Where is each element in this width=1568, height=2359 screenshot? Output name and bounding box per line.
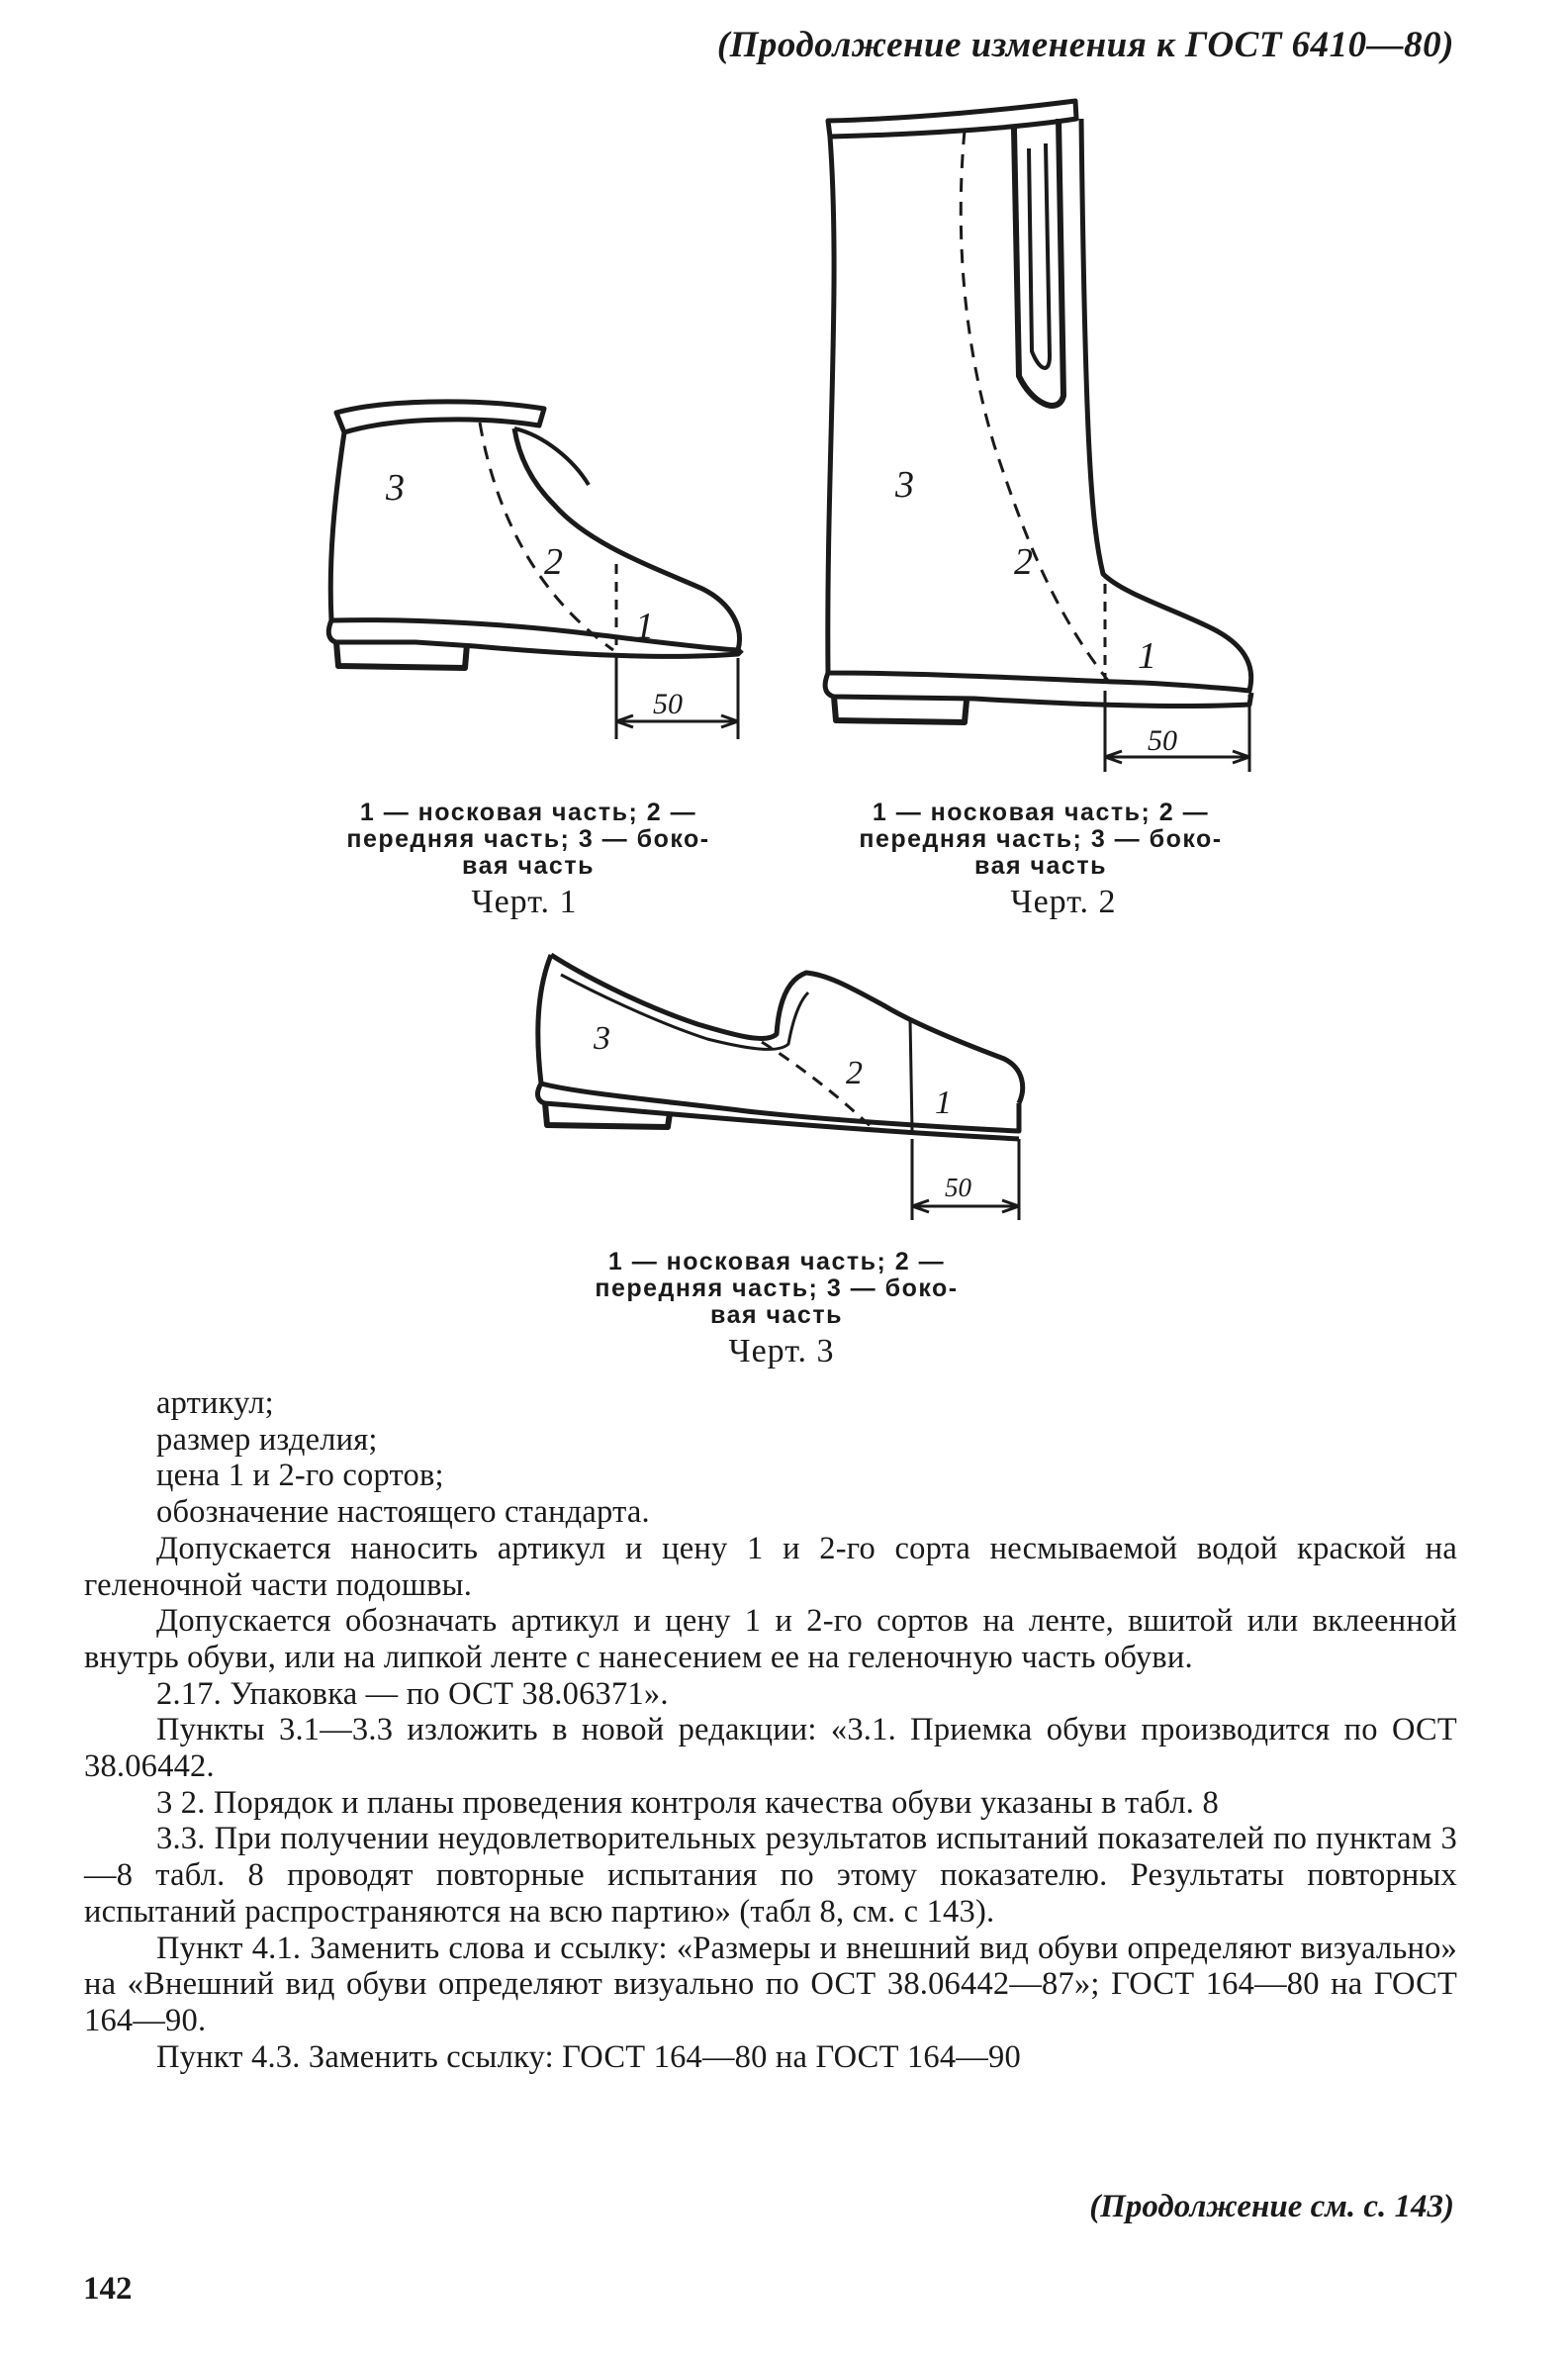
fig1-dimension: 50 [653,688,683,720]
list-item: артикул; [156,1385,274,1421]
loafer-shoe-drawing [519,945,1034,1242]
fig1-label-3: 3 [386,467,405,509]
figure-3-caption: 1 — носковая часть; 2 — передняя часть; 3 — боко- вая часть [595,1248,959,1329]
fig2-dimension: 50 [1148,724,1177,757]
fig1-label-2: 2 [544,541,563,583]
figure-1-title: Черт. 1 [471,884,578,920]
paragraph: 2.17. Упаковка — по ОСТ 38.06371». [156,1675,669,1712]
paragraph: Допускается наносить артикул и цену 1 и 2-го сорта несмываемой водой краской на геленочной части подошвы. [84,1530,1457,1603]
fig3-label-2: 2 [846,1055,863,1091]
figure-1-caption: 1 — носковая часть; 2 — передняя часть; 3 — боко- вая часть [346,799,710,880]
page-header-continuation: (Продолжение изменения к ГОСТ 6410—80) [716,25,1454,65]
fig2-label-2: 2 [1014,541,1033,583]
figure-2-title: Черт. 2 [1010,884,1117,920]
list-item: обозначение настоящего стандарта. [156,1494,650,1531]
fig3-dimension: 50 [945,1173,971,1202]
paragraph: Допускается обозначать артикул и цену 1 и 2-го сортов на ленте, вшитой или вклеенной внутрь обуви, или на липкой ленте с нанесением ее на геленочную часть обуви. [84,1603,1457,1675]
list-item: цена 1 и 2-го сортов; [156,1458,444,1494]
body-text [84,1385,1457,2075]
fig1-label-1: 1 [635,606,654,647]
paragraph: Пункт 4.1. Заменить слова и ссылку: «Размеры и внешний вид обуви определяют визуально» на «Внешний вид обуви определяют визуально по ОСТ 38.06442—87»; ГОСТ 164—80 на ГОСТ 164—90. [84,1930,1457,2038]
figure-1-ankle-boot [317,391,752,747]
page-number: 142 [83,2271,133,2307]
tall-boot-drawing [816,89,1271,772]
paragraph: 3 2. Порядок и планы проведения контроля качества обуви указаны в табл. 8 [156,1784,1219,1821]
figure-3-title: Черт. 3 [728,1333,835,1369]
footer-continuation: (Продолжение см. с. 143) [1089,2189,1454,2224]
figure-2-caption: 1 — носковая часть; 2 — передняя часть; 3 — боко- вая часть [859,799,1223,880]
fig3-label-1: 1 [935,1085,952,1121]
figure-3-loafer-shoe [519,945,1034,1242]
figure-2-tall-boot [816,89,1271,772]
paragraph: Пункт 4.3. Заменить ссылку: ГОСТ 164—80 на ГОСТ 164—90 [156,2038,1021,2075]
fig2-label-3: 3 [895,464,914,506]
fig2-label-1: 1 [1138,635,1156,677]
fig3-label-3: 3 [594,1020,610,1057]
paragraph: 3.3. При получении неудовлетворительных результатов испытаний показателей по пунктам 3—8 табл. 8 проводят повторные испытания по этому показателю. Результаты повторных испытаний распространяются на всю партию» (табл 8, см. с 143). [84,1821,1457,1930]
list-item: размер изделия; [156,1421,378,1458]
paragraph: Пункты 3.1—3.3 изложить в новой редакции: «3.1. Приемка обуви производится по ОСТ 38.06442. [84,1712,1457,1785]
ankle-boot-drawing [317,391,752,747]
